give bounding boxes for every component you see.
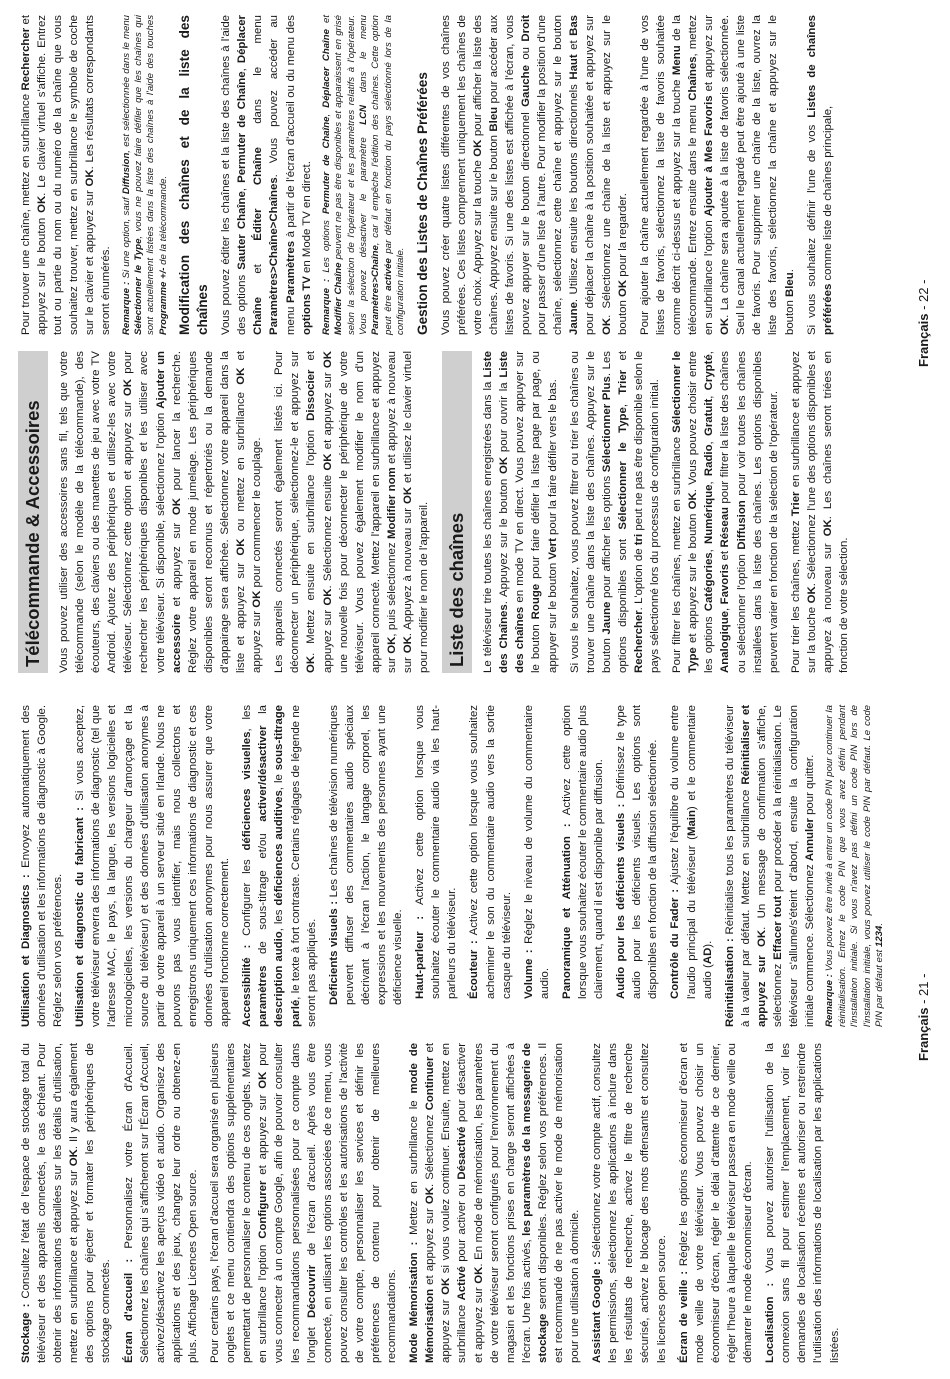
paragraph-selectionner-type: Pour filtrer les chaînes, mettez en surbrillance Sélectionner le Type et appuyez sur le bouton OK. Vous pouvez choisir entre les options Catégories, Numérique, Radio, Gratuit, Crypté, Analogique, Favoris et Réseau pour filtrer la liste des chaînes ou sélectionner l'option Diffusion pour voir toutes les chaînes installées dans la liste des chaînes. Les options disponibles peuvent varier en fonction de la sélection de l'opérateur. bbox=[671, 350, 780, 673]
paragraph-stockage: Stockage : Consultez l'état de l'espace de stockage total du téléviseur et des appareils connectés, le cas échéant. Pour obtenir des informations détaillées sur les détails d'utilisation, mettez en surbrillance et appuyez sur OK. Il y aura également des options pour éjecter et formater les périphériques de stockage connectés. bbox=[20, 1043, 113, 1363]
page-label: Français bbox=[916, 1007, 931, 1061]
paragraph-onglets: Pour certains pays, l'écran d'accueil sera organisé en plusieurs onglets et ce menu contiendra des options supplémentaires permettant de personnaliser le contenu de ces onglets. Mettez en surbrillance l'option Configurer et appuyez sur OK pour vous connecter à un compte Google, afin de pouvoir consulter les recommandations personnalisées pour ce compte dans l'onglet Découvrir de l'écran d'accueil. Après vous être connecté, en utilisant les options associées de ce menu, vous pouvez consulter les contrôles et les autorisations de l'activité de votre compte, personnaliser les services et définir les préférences de contenu pour obtenir de meilleures recommandations. bbox=[209, 1043, 399, 1363]
paragraph-ecouteur: Écouteur : Activez cette option lorsque vous souhaitez acheminer le son du commentaire audio vers la sortie casque du téléviseur. bbox=[468, 704, 513, 999]
paragraph-assistant-google: Assistant Google : Sélectionnez votre compte actif, consultez les permissions, sélectionnez les applications à inclure dans les résultats de recherche, activez le filtre de recherche sécurisé, activez le blocage des mots offensants et consultez les licences open source. bbox=[591, 1043, 668, 1363]
section-heading-telecommande: Télécommande & Accessoires bbox=[18, 351, 48, 673]
paragraph-mode-memorisation: Mode Mémorisation : Mettez en surbrillance le mode de Mémorisation et appuyez sur OK. Sélectionnez Continuer et appuyez sur OK si vous voulez continuer. Ensuite, mettez en surbrillance Activé pour activer ou Désactivé pour désactiver et appuyez sur OK. En mode de mémorisation, les paramètres de votre téléviseur seront configurés pour l'environnement du magasin et les fonctions prises en charge seront affichées à l'écran. Une fois activés, les paramètres de la messagerie de stockage seront disponibles. Réglez selon vos préférences. Il est recommandé de ne pas activer le mode de mémorisation pour une utilisation à domicile. bbox=[408, 1042, 582, 1363]
paragraph-trier: Pour trier les chaînes, mettez Trier en surbrillance et appuyez sur la touche OK. Sélectionnez l'une des options disponibles et appuyez à nouveau sur OK. Les chaînes seront triées en fonction de votre sélection. bbox=[789, 351, 851, 673]
paragraph-volume: Volume : Réglez le niveau de volume du commentaire audio. bbox=[522, 705, 551, 999]
section-heading-liste-chaines: Liste des chaînes bbox=[442, 351, 472, 673]
paragraph-reinitialisation: Réinitialisation : Réinitialise tous les paramètres du téléviseur à la valeur par défaut. Mettez en surbrillance Réinitialiser et appuyez sur OK. Un message de confirmation s'affiche, sélectionnez Effacer tout pour procéder à la réinitialisation. Le téléviseur s'allume/s'éteint d'abord, ensuite la configuration initiale commence. Sélectionnez Annuler pour quitter. bbox=[723, 705, 817, 1027]
paragraph-haut-parleur: Haut-parleur : Activez cette option lorsque vous souhaitez écouter le commentaire audio via les haut-parleurs du téléviseur. bbox=[414, 705, 459, 999]
paragraph-utilisation-diagnostics: Utilisation et Diagnostics : Envoyez automatiquement des données d'utilisation et les informations de diagnostic à Google. Réglez selon vos préférences. bbox=[20, 705, 65, 1027]
paragraph-deficients-visuels: Déficients visuels : Les chaînes de télévision numériques peuvent diffuser des commentaires audio spéciaux décrivant à l'écran l'action, le langage corporel, les expressions et les mouvements des personnes ayant une déficience visuelle. bbox=[327, 705, 405, 1005]
paragraph-diagnostic-fabricant: Utilisation et diagnostic du fabricant : Si vous acceptez, votre téléviseur enverra des informations de diagnostic (tel que l'adresse MAC, le pays, la langue, les versions logicielles et micrologicielles, les versions du chargeur d'amorçage et la source du téléviseur) et des données d'utilisation anonymes à partir de votre appareil à un serveur situé en Irlande. Nous ne pouvons pas vous identifier, mais nous collectons et enregistrons uniquement ces informations de diagnostic et ces données d'utilisation anonymes pour nous assurer que votre appareil fonctionne correctement. bbox=[74, 705, 232, 1027]
subheading-modification-chaines: Modification des chaînes et de la liste des chaînes bbox=[177, 15, 211, 335]
page-number-value: - 22 - bbox=[916, 279, 931, 314]
right-page-number bbox=[916, 280, 931, 367]
paragraph-ajouter-favoris: Pour ajouter la chaîne actuellement regardée à l'une de vos listes de favoris, sélectionnez la liste de favoris souhaitée comme décrit ci-dessus et appuyez sur la touche Menu de la télécommande. Entrez ensuite dans le menu Chaînes, mettez en surbrillance l'option Ajouter à Mes Favoris et appuyez sur OK. La chaîne sera ajoutée à la liste de favoris sélectionnée. Seul le canal actuellement regardé peut être ajouté à une liste de favoris. Pour supprimer une chaîne de la liste, ouvrez la liste des favoris, sélectionnez la chaîne et appuyez sur le bouton Bleu. bbox=[638, 14, 796, 335]
paragraph-filtrer-trier: Si vous le souhaitez, vous pouvez filtrer ou trier les chaînes ou trouver une chaîne dans la liste des chaînes. Appuyez sur le bouton Jaune pour afficher les options Sélectionner Plus. Les options disponibles sont Sélectionner le Type, Trier et Rechercher. L'option de tri peut ne pas être disponible selon le pays sélectionné lors du processus de configuration initial. bbox=[568, 351, 662, 673]
page-number-value: - 21 - bbox=[916, 973, 931, 1008]
paragraph-appareils-connectes: Les appareils connectés seront également listés ici. Pour déconnecter un périphérique, sélectionnez-le et appuyez sur OK. Mettez ensuite en surbrillance l'option Dissocier et appuyez sur OK. Sélectionnez ensuite OK et appuyez sur OK une nouvelle fois pour déconnecter le périphérique de votre téléviseur. Vous pouvez également modifier le nom d'un appareil connecté. Mettez l'appareil en surbrillance et appuyez sur OK, puis sélectionnez Modifier nom et appuyez à nouveau sur OK. Appuyez à nouveau sur OK et utilisez le clavier virtuel pour modifier le nom de l'appareil. bbox=[273, 351, 431, 673]
paragraph-editer-chaines: Vous pouvez éditer les chaînes et la liste des chaînes à l'aide des options Sauter Chaîne, Permuter de Chaîne, Déplacer Chaîne et Éditer Chaîne dans le menu Paramètres>Chaîne>Chaînes. Vous pouvez accéder au menu Paramètres à partir de l'écran d'accueil ou du menu des options TV en Mode TV en direct. bbox=[220, 15, 313, 335]
right-page-column-1 bbox=[18, 351, 858, 673]
paragraph-ecran-veille: Écran de veille : Réglez les options économiseur d'écran et mode veille de votre téléviseur. Vous pouvez choisir un économiseur d'écran, régler le délai d'attente de ce dernier, régler l'heure à laquelle le téléviseur passera en mode veille ou démarrer le mode économiseur d'écran. bbox=[677, 1043, 755, 1363]
subheading-listes-preferees: Gestion des Listes de Chaînes Préférées bbox=[414, 72, 430, 335]
left-page-column-1 bbox=[18, 1043, 849, 1363]
paragraph-liste-principale: Si vous souhaitez définir l'une de vos Listes de chaînes préférées comme liste de chaînes principale, bbox=[805, 15, 834, 335]
paragraph-controle-fader: Contrôle du Fader : Ajustez l'équilibre du volume entre l'audio principal du téléviseur (Main) et le commentaire audio (AD). bbox=[669, 705, 714, 999]
page-label: Français bbox=[916, 313, 931, 367]
paragraph-accessoires: Vous pouvez utiliser des accessoires sans fil, tels que votre télécommande (selon le modèle de la télécommande), des écouteurs, des claviers ou des manettes de jeu avec votre TV Android. Ajoutez des périphériques et utilisez-les avec votre téléviseur. Sélectionnez cette option et appuyez sur OK pour rechercher les périphériques disponibles et les utiliser avec votre téléviseur. Si disponible, sélectionnez l'option Ajouter un accessoire et appuyez sur OK pour lancer la recherche. Réglez votre appareil en mode jumelage. Les périphériques disponibles seront reconnus et répertoriés ou la demande d'appairage sera affichée. Sélectionnez votre appareil dans la liste et appuyez sur OK ou mettez en surbrillance OK et appuyez sur OK pour commencer le couplage. bbox=[58, 350, 264, 673]
paragraph-rechercher: Pour trouver une chaîne, mettez en surbrillance Rechercher et appuyez sur le bouton OK. Le clavier virtuel s'affiche. Entrez tout ou partie du nom ou du numéro de la chaîne que vous souhaitez trouver, mettez en surbrillance le symbole de coche sur le clavier et appuyez sur OK. Les résultats correspondants seront énumérés. bbox=[20, 14, 113, 335]
paragraph-listes-favoris: Vous pouvez créer quatre listes différentes de vos chaînes préférées. Ces listes comprennent uniquement les chaînes de votre choix. Appuyez sur la touche OK pour afficher la liste des chaînes. Appuyez ensuite sur le bouton Bleu pour accéder aux listes de favoris. Si une des listes est affichée à l'écran, vous pouvez appuyer sur le bouton directionnel Gauche ou Droit pour passer d'une liste à l'autre. Pour modifier la position d'une chaîne, sélectionnez cette chaîne et appuyez sur le bouton Jaune. Utilisez ensuite les boutons directionnels Haut et Bas pour déplacer la chaîne à la position souhaitée et appuyez sur OK. Sélectionnez une chaîne de la liste et appuyez sur le bouton OK pour la regarder. bbox=[439, 14, 629, 335]
right-page-column-2 bbox=[18, 15, 842, 335]
paragraph-liste-chaines: Le téléviseur trie toutes les chaînes enregistrées dans la Liste des Chaînes. Appuyez sur le bouton OK pour ouvrir la Liste des chaînes en mode TV en direct. Vous pouvez appuyer sur le bouton Rouge pour faire défiler la liste page par page, ou appuyer sur le bouton Vert pour la faire défiler vers le bas. bbox=[482, 350, 559, 673]
note-permuter: Remarque : Les options Permuter de Chaîne, Déplacer Chaîne et Modifier Chaîne peuvent ne pas être disponibles et apparaissent en grisé selon la sélection de l'opérateur et les paramètres relatifs à l'opérateur. Vous pouvez désactiver le paramètre LCN dans le menu Paramètres>Chaîne, car il empêche l'édition des chaînes. Cette option peut être activée par défaut en fonction du pays sélectionné lors de la configuration initiale. bbox=[320, 14, 407, 335]
left-page-column-2 bbox=[18, 705, 892, 1027]
paragraph-localisation: Localisation : Vous pouvez autoriser l'utilisation de la connexion sans fil pour estimer l'emplacement, voir les demandes de localisation récentes et autoriser ou restreindre l'utilisation des informations de localisation par les applications listées. bbox=[764, 1043, 841, 1363]
left-page-number bbox=[916, 974, 931, 1061]
paragraph-audio-deficients: Audio pour les déficients visuels : Définissez le type audio pour les déficients visuels. Les options sont disponibles en fonction de la diffusion sélectionnée. bbox=[615, 705, 660, 999]
note-code-pin: Remarque : Vous pouvez être invité à entrer un code PIN pour continuer la réinitialisation. Entrez le code PIN que vous avez défini pendant l'installation initiale. Si vous n'avez pas défini un code PIN lors de l'installation initiale, vous pouvez utiliser le code PIN par défaut. Le code PIN par défaut est 1234. bbox=[824, 705, 885, 1027]
paragraph-panoramique: Panoramique et Atténuation : Activez cette option lorsque vous souhaitez écouter le commentaire audio plus clairement, quand il est disponible par diffusion. bbox=[560, 705, 606, 999]
note-diffusion: Remarque : Si une option, sauf Diffusion, est sélectionnée dans le menu Sélectionner le Type, vous ne pouvez faire défiler que les chaînes qui sont actuellement listées dans la liste des chaînes à l'aide des touches Programme +/- de la télécommande. bbox=[120, 15, 169, 335]
paragraph-accessibilite: Accessibilité : Configurer les déficiences visuelles, les paramètres de sous-titrage et/ou activer/désactiver la description audio, les déficiences auditives, le sous-titrage parlé, le texte à fort contraste. Certains réglages de légende ne seront pas appliqués. bbox=[241, 704, 318, 1027]
paragraph-ecran-accueil: Écran d'accueil : Personnalisez votre Écran d'Accueil. Sélectionnez les chaînes qui s'afficheront sur l'Écran d'Accueil, activez/désactivez les aperçus vidéo et audio. Organisez des applications et des jeux, changez leur ordre ou obtenez-en plus. Affichage Licences Open source. bbox=[122, 1043, 199, 1363]
